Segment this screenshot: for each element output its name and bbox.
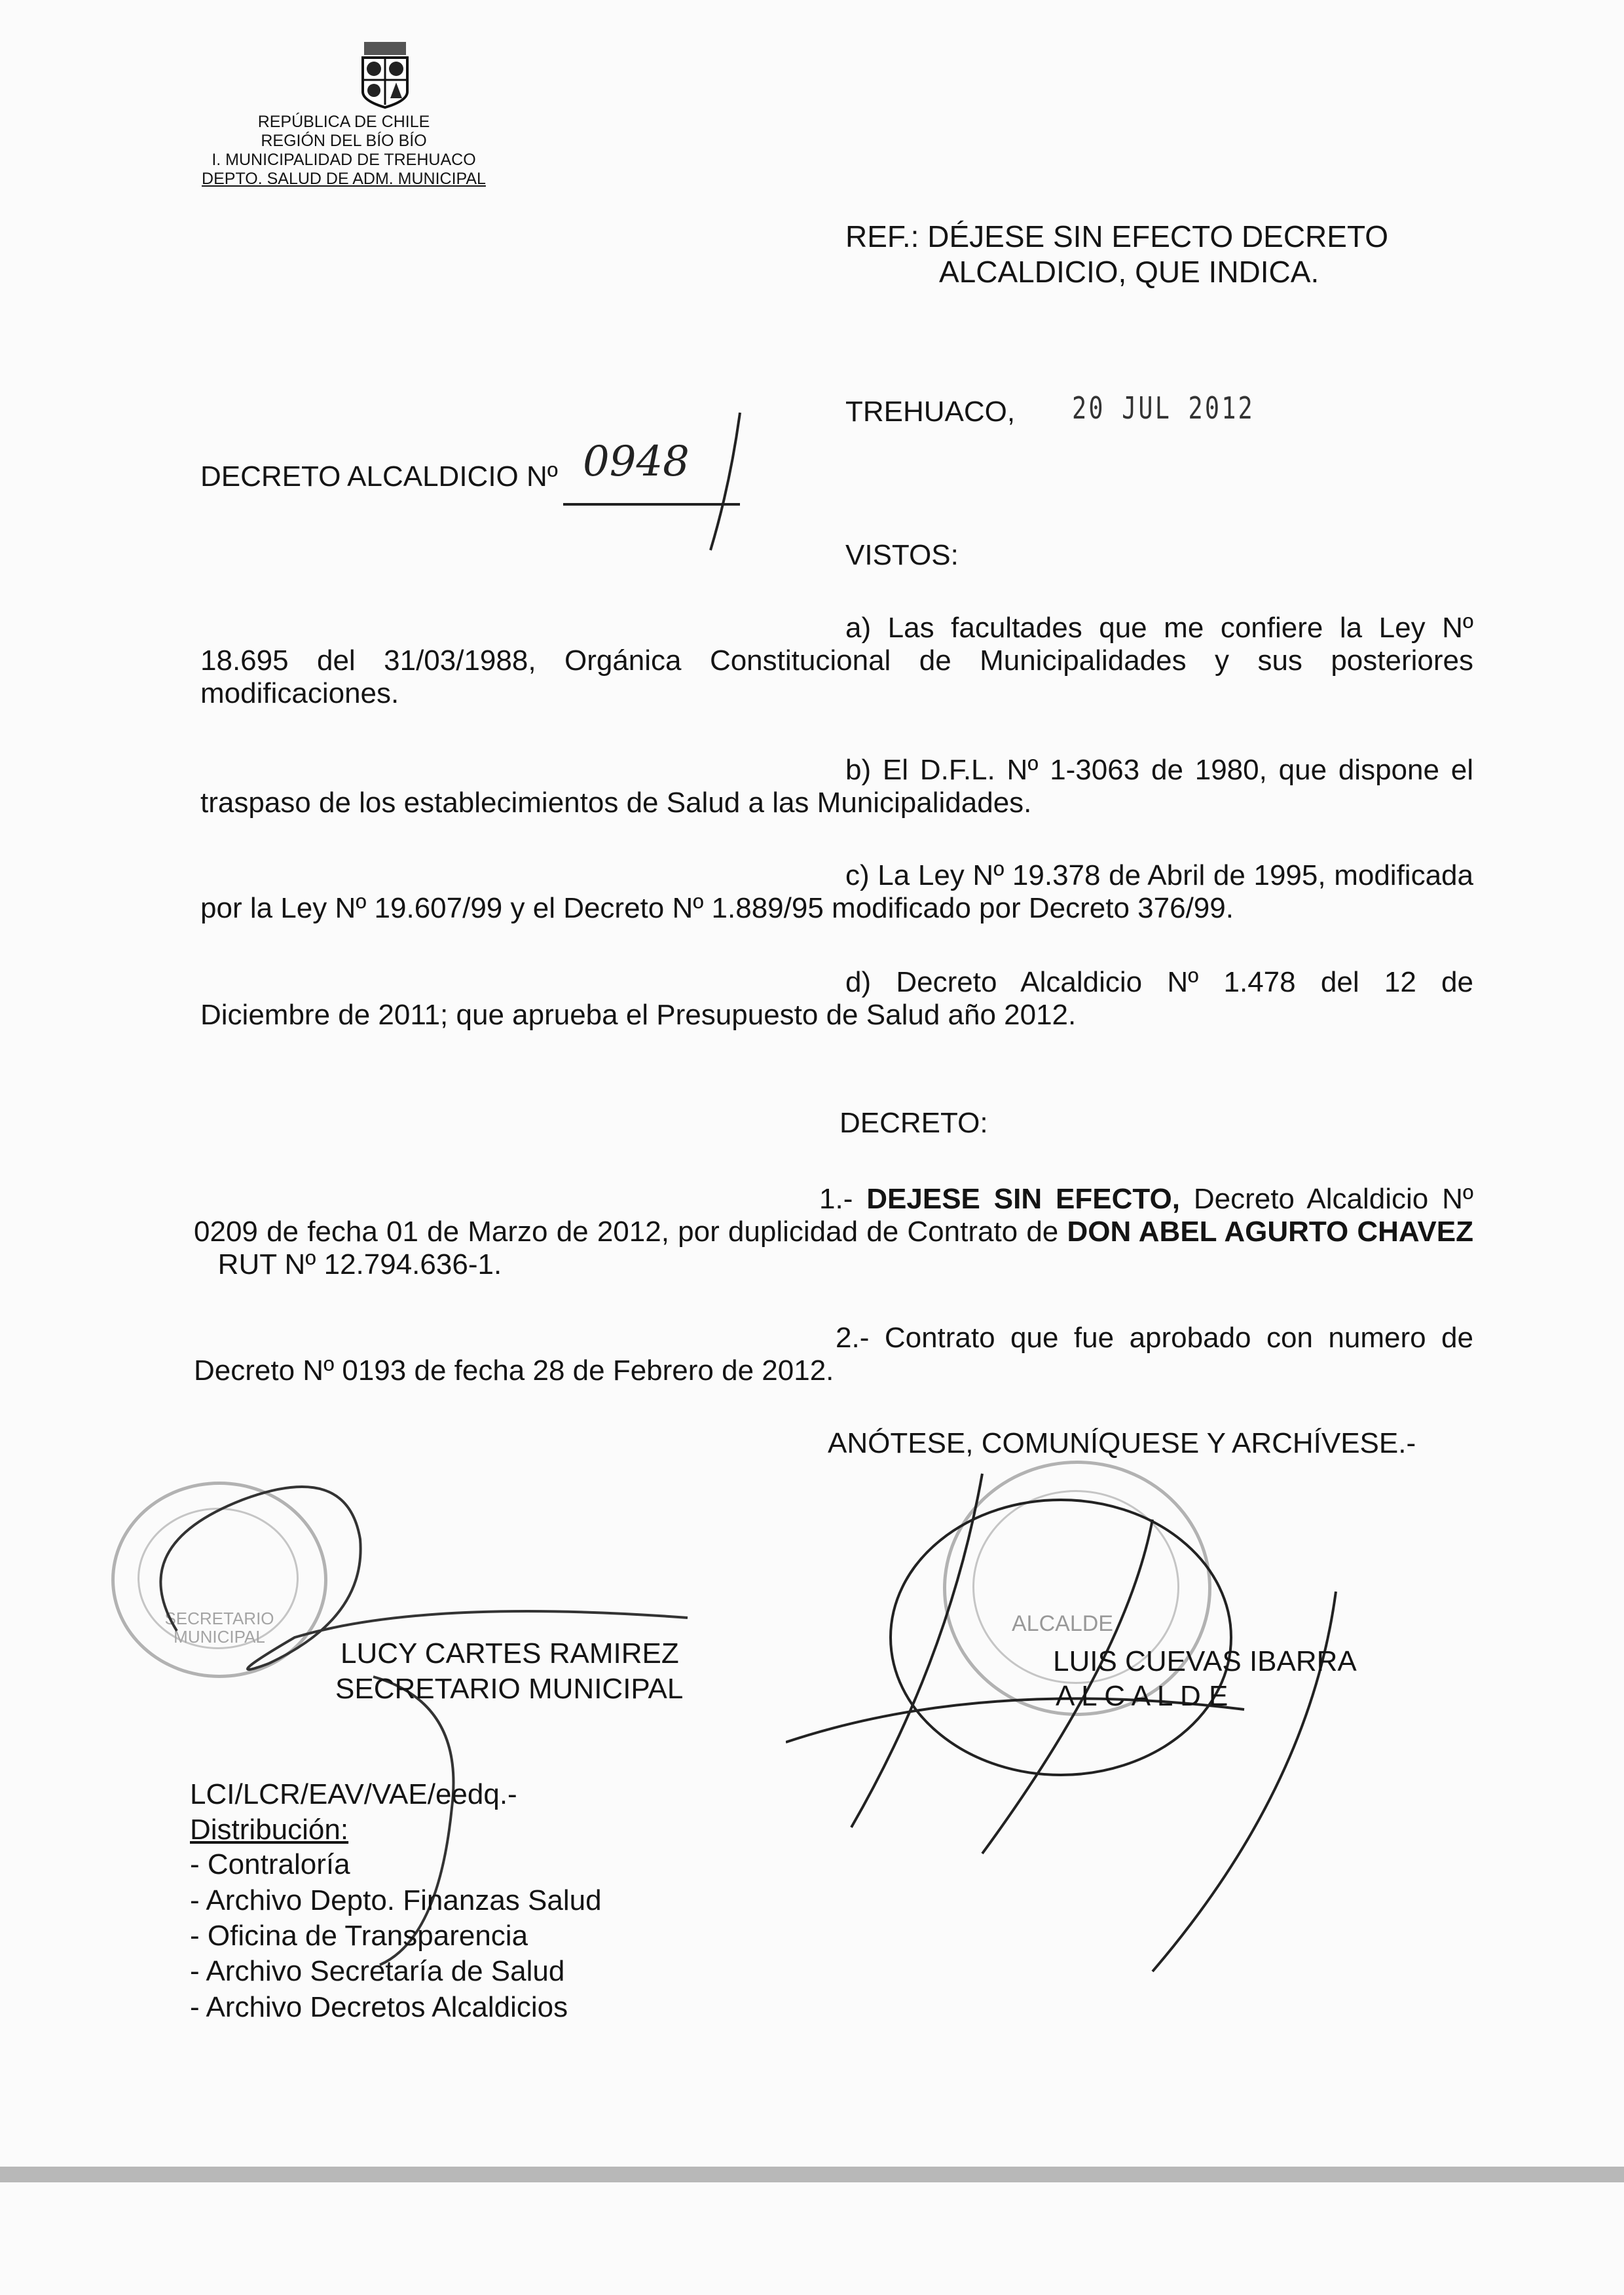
mayor-stamp: ALCALDE bbox=[943, 1461, 1211, 1716]
handwritten-slash-mark bbox=[550, 406, 747, 557]
initials: LCI/LCR/EAV/VAE/eedq.- bbox=[190, 1778, 517, 1810]
vistos-item-b: b) El D.F.L. Nº 1-3063 de 1980, que dispone el traspaso de los establecimientos de Salud a las Municipalidades. bbox=[200, 754, 1473, 819]
decree-label: DECRETO ALCALDICIO Nº bbox=[200, 460, 558, 493]
secretary-name: LUCY CARTES RAMIREZ bbox=[341, 1637, 679, 1670]
item-1-bold-action: DEJESE SIN EFECTO, bbox=[866, 1183, 1180, 1215]
item-1-text: Decreto Alcaldicio Nº 0209 de fecha 01 de Marzo de 2012, por duplicidad de Contrato de bbox=[194, 1183, 1473, 1248]
item-1-rut: RUT Nº 12.794.636-1. bbox=[194, 1248, 502, 1280]
distribution-item: - Archivo Secretaría de Salud bbox=[190, 1955, 565, 1987]
distribution-item: - Archivo Decretos Alcaldicios bbox=[190, 1991, 568, 2023]
decree-item-1 bbox=[194, 1183, 1473, 1281]
secretary-stamp: SECRETARIO MUNICIPAL bbox=[111, 1482, 327, 1678]
coat-of-arms-logo bbox=[359, 41, 411, 109]
mayor-name: LUIS CUEVAS IBARRA bbox=[1053, 1645, 1357, 1677]
vistos-item-a: a) Las facultades que me confiere la Ley Nº 18.695 del 31/03/1988, Orgánica Constitucional de Municipalidades y sus posteriores modificaciones. bbox=[200, 612, 1473, 709]
distribution-item: - Archivo Depto. Finanzas Salud bbox=[190, 1884, 602, 1916]
vistos-title: VISTOS: bbox=[845, 539, 959, 571]
letterhead bbox=[196, 113, 491, 189]
decree-number-handwritten: 0948 bbox=[583, 438, 690, 486]
mayor-title: A L C A L D E bbox=[1056, 1680, 1228, 1712]
letterhead-line: REPÚBLICA DE CHILE bbox=[257, 113, 430, 131]
closing-formula: ANÓTESE, COMUNÍQUESE Y ARCHÍVESE.- bbox=[828, 1427, 1416, 1459]
item-1-prefix: 1.- bbox=[819, 1183, 867, 1215]
distribution-item: - Contraloría bbox=[190, 1848, 350, 1880]
item-1-person-name: DON ABEL AGURTO CHAVEZ bbox=[1067, 1216, 1473, 1248]
distribution-title: Distribución: bbox=[190, 1814, 349, 1846]
scan-edge-bar bbox=[0, 2167, 1624, 2182]
place: TREHUACO, bbox=[845, 396, 1016, 428]
letterhead-department: DEPTO. SALUD DE ADM. MUNICIPAL bbox=[202, 170, 486, 188]
reference-line-1: REF.: DÉJESE SIN EFECTO DECRETO bbox=[845, 219, 1389, 253]
letterhead-line: REGIÓN DEL BÍO BÍO bbox=[261, 132, 427, 150]
mayor-signature bbox=[786, 1461, 1375, 1985]
decree-item-2: 2.- Contrato que fue aprobado con numero de Decreto Nº 0193 de fecha 28 de Febrero de 2012. bbox=[194, 1322, 1473, 1387]
reference-line-2: ALCALDICIO, QUE INDICA. bbox=[939, 255, 1320, 289]
vistos-item-d: d) Decreto Alcaldicio Nº 1.478 del 12 de Diciembre de 2011; que aprueba el Presupuesto de Salud año 2012. bbox=[200, 966, 1473, 1031]
vistos-item-c: c) La Ley Nº 19.378 de Abril de 1995, modificada por la Ley Nº 19.607/99 y el Decreto Nº 1.889/95 modificado por Decreto 376/99. bbox=[200, 859, 1473, 924]
date-stamp: 20 JUL 2012 bbox=[1072, 390, 1255, 426]
decreto-title: DECRETO: bbox=[840, 1107, 988, 1139]
distribution-item: - Oficina de Transparencia bbox=[190, 1920, 528, 1952]
letterhead-line: I. MUNICIPALIDAD DE TREHUACO bbox=[212, 151, 476, 169]
secretary-title: SECRETARIO MUNICIPAL bbox=[335, 1673, 684, 1705]
